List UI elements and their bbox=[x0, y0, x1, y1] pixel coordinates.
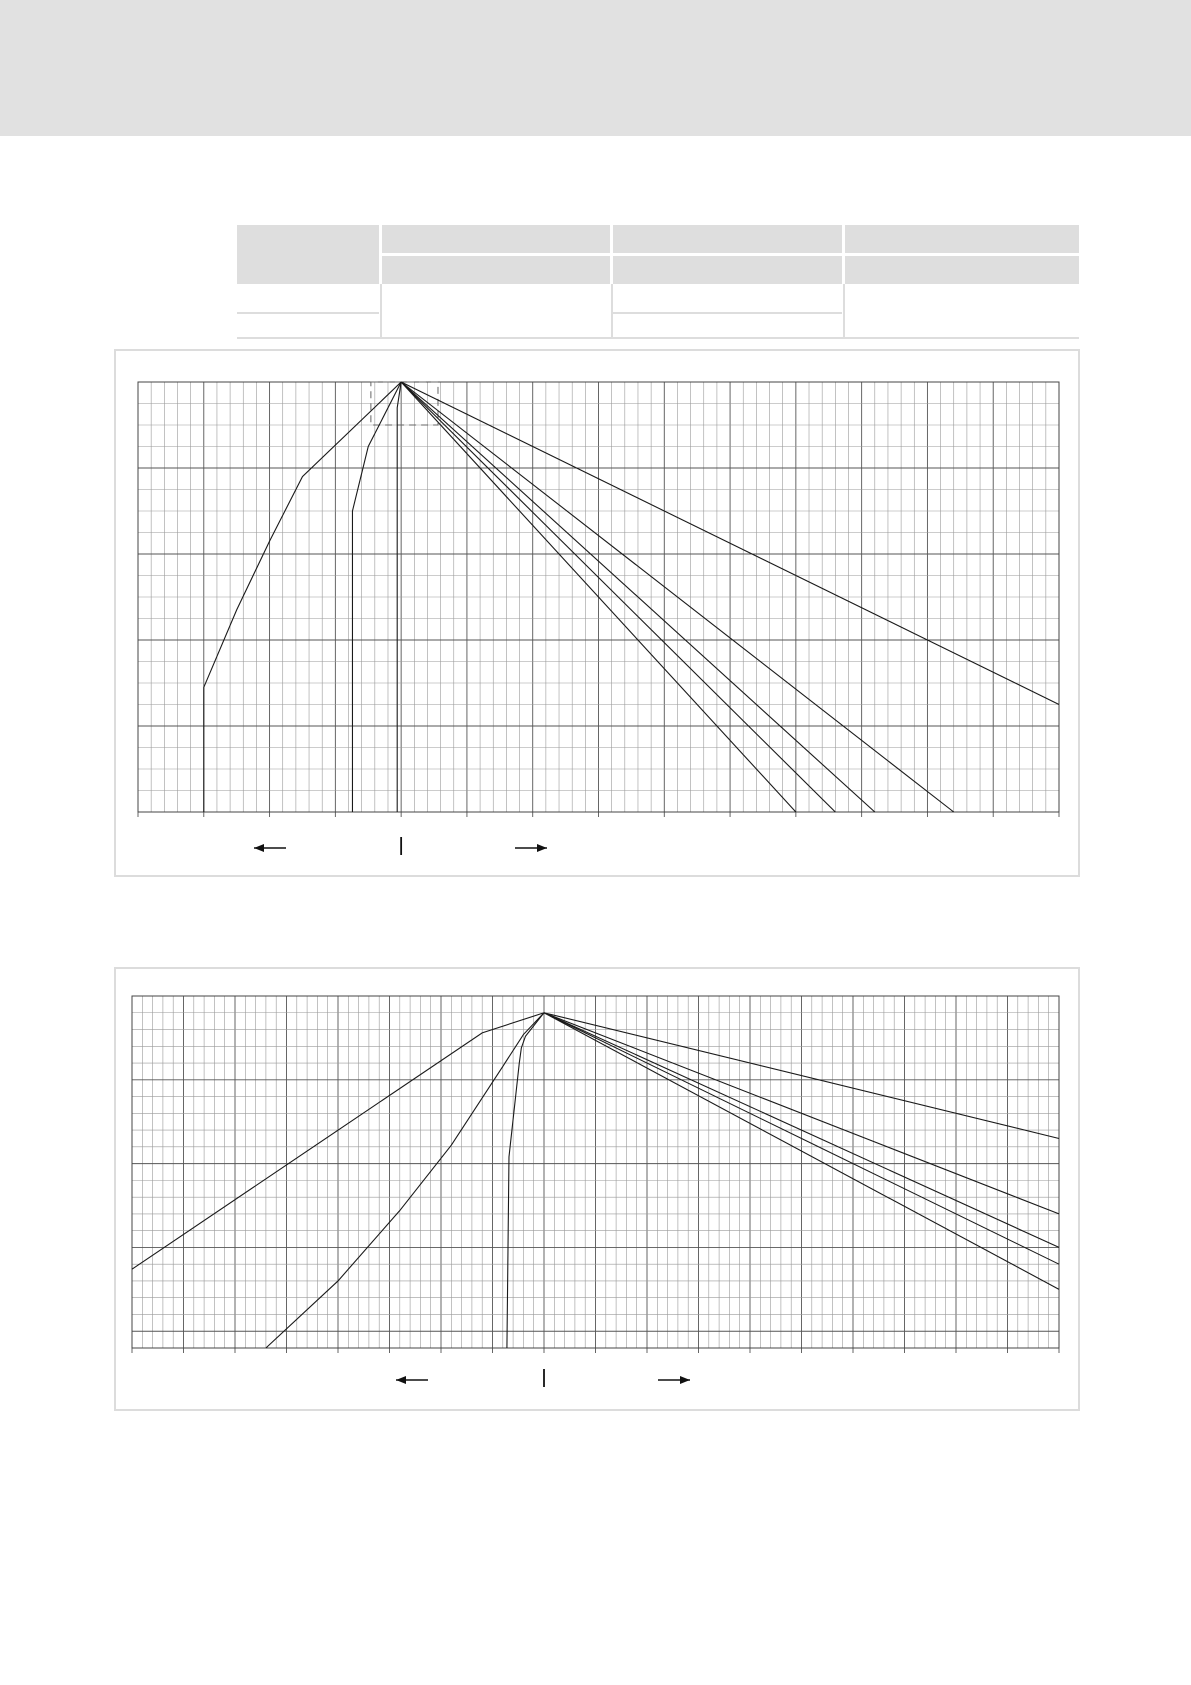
table-column-rule bbox=[611, 284, 613, 339]
table-header-cell bbox=[845, 225, 1079, 253]
table-subheader-cell bbox=[845, 256, 1079, 284]
table-subheader-cell bbox=[613, 256, 842, 284]
table-column-rule bbox=[380, 284, 382, 339]
header-band bbox=[0, 0, 1191, 136]
figure-box-1 bbox=[114, 349, 1080, 877]
table-header-cell bbox=[613, 225, 842, 253]
table-header-cell bbox=[382, 225, 610, 253]
left-arrow-icon bbox=[254, 844, 286, 852]
table-bottom-rule bbox=[237, 337, 1079, 339]
table-row-rule bbox=[237, 312, 379, 314]
chart-1 bbox=[116, 351, 1082, 879]
chart-2 bbox=[116, 969, 1082, 1413]
table-corner-cell bbox=[237, 225, 379, 284]
table-column-rule bbox=[843, 284, 845, 339]
left-arrow-icon bbox=[396, 1376, 428, 1384]
right-arrow-icon bbox=[515, 844, 547, 852]
figure-box-2 bbox=[114, 967, 1080, 1411]
spec-table bbox=[237, 225, 1079, 340]
table-subheader-cell bbox=[382, 256, 610, 284]
table-row-rule bbox=[613, 312, 842, 314]
right-arrow-icon bbox=[658, 1376, 690, 1384]
